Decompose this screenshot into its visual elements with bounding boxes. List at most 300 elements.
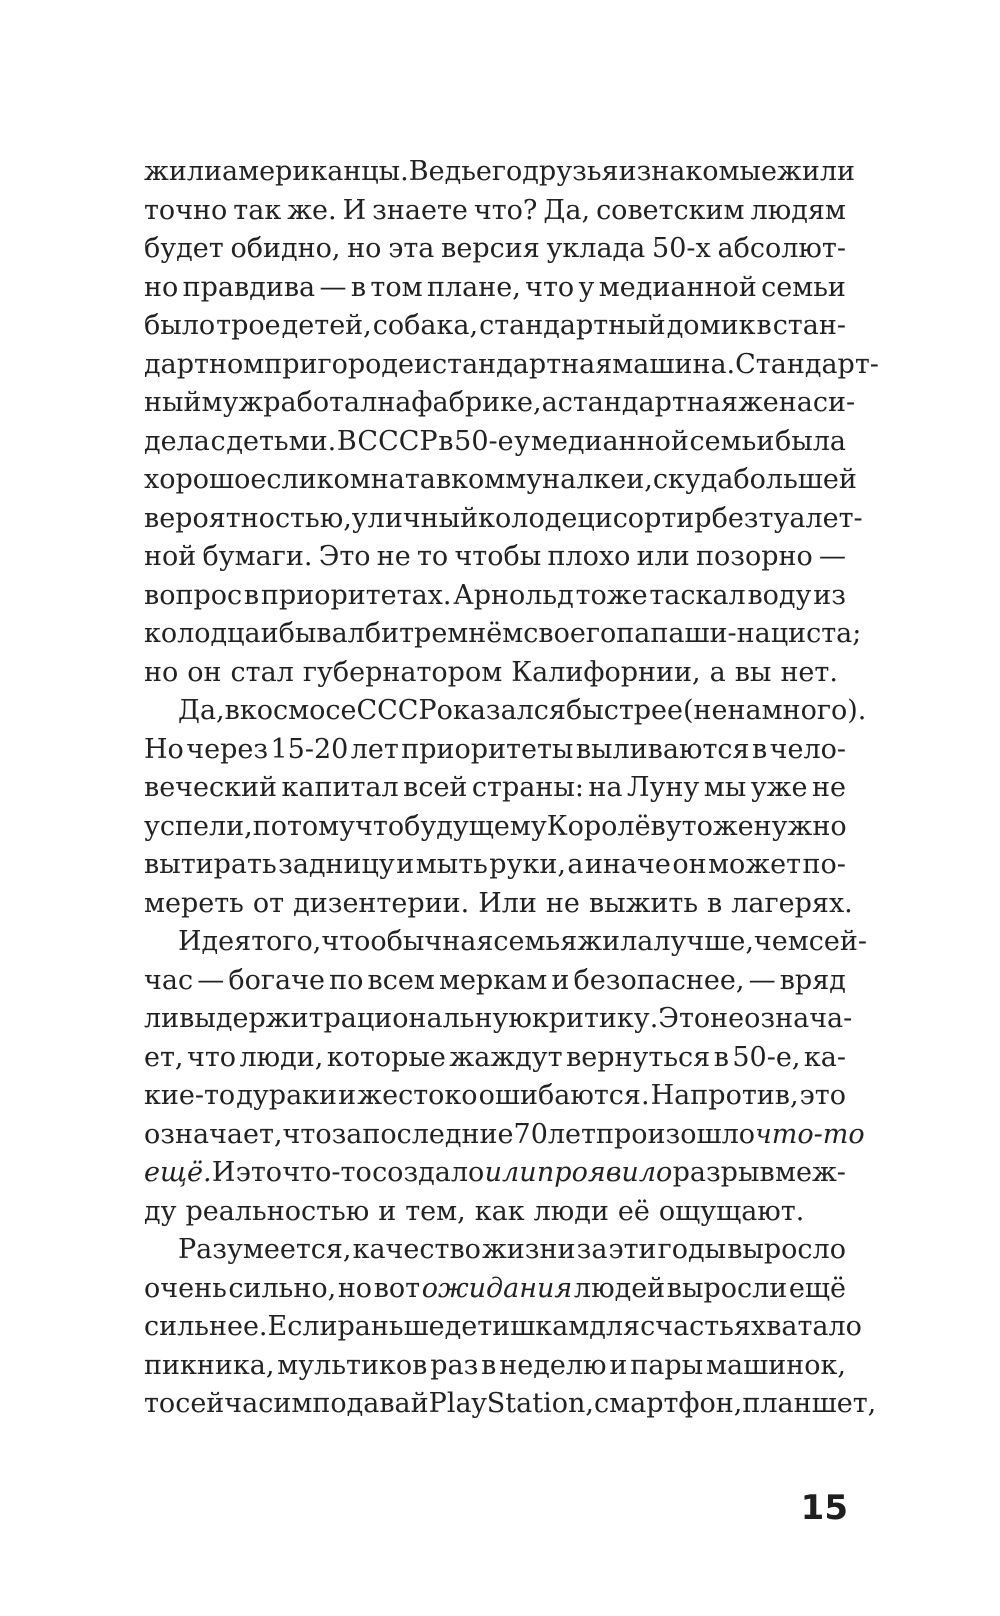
body-text	[144, 153, 879, 1424]
word: детьми.	[226, 425, 337, 457]
word: в	[756, 310, 772, 341]
text-line	[144, 577, 846, 616]
word: но	[144, 271, 179, 303]
text-line	[144, 654, 846, 693]
word: будущему	[404, 810, 547, 842]
word: меркам	[438, 964, 548, 996]
word: ду	[144, 1195, 177, 1227]
word: что-то	[754, 1118, 865, 1150]
word: так	[233, 194, 282, 226]
word: комната	[316, 464, 436, 495]
word: веческий	[144, 772, 277, 803]
text-line	[144, 1193, 846, 1232]
word: подавай	[312, 1388, 429, 1419]
word: точно	[144, 194, 228, 226]
word: что	[282, 1118, 332, 1150]
word: всем	[367, 964, 435, 996]
word: сильно,	[228, 1272, 337, 1304]
word: выжить	[588, 887, 699, 919]
word: 50-х	[652, 233, 711, 264]
word: неделю	[499, 1349, 607, 1381]
text-line	[144, 153, 855, 192]
word: бывал	[278, 618, 365, 649]
text-line	[144, 1347, 846, 1386]
word: плохо	[547, 541, 631, 572]
word: им	[273, 1388, 313, 1419]
word: в	[481, 1349, 497, 1381]
word: ли	[144, 1003, 180, 1034]
word: семья	[493, 926, 578, 957]
word: машинок,	[706, 1349, 846, 1381]
word: что?	[473, 194, 538, 226]
word: и,	[626, 464, 653, 495]
word: Если	[267, 1311, 338, 1342]
word: —	[197, 964, 225, 996]
word: лет	[350, 733, 399, 765]
word: на	[377, 387, 412, 418]
word: а	[709, 656, 726, 688]
word: через	[186, 733, 269, 765]
word: что	[525, 271, 575, 303]
word: и	[618, 156, 637, 187]
word: Луну	[627, 772, 700, 803]
text-line	[144, 192, 846, 231]
word: стандартная	[432, 348, 613, 380]
word: таскал	[649, 579, 746, 611]
word: что	[321, 926, 371, 957]
word: Это	[658, 1003, 711, 1034]
word: люди,	[239, 1041, 324, 1073]
text-line	[144, 538, 846, 577]
word: оказался	[436, 695, 566, 726]
word: для	[589, 1311, 641, 1342]
word: сейчас	[175, 1388, 274, 1419]
word: детей,	[281, 310, 372, 341]
word: ремнём	[414, 618, 524, 649]
word: версия	[441, 233, 540, 264]
word: трое	[216, 310, 281, 341]
word: знаете	[372, 194, 468, 226]
word: которые	[326, 1041, 446, 1073]
word: того,	[251, 926, 322, 957]
word: капитал	[281, 772, 399, 803]
word: СССР	[356, 695, 437, 726]
word: в	[438, 425, 454, 457]
text-line	[144, 500, 863, 539]
word: пригороде	[264, 348, 415, 380]
word: жестоко	[357, 1080, 478, 1111]
word: вряд	[779, 964, 846, 996]
word: потому	[252, 810, 356, 842]
word: и	[594, 502, 613, 534]
word: разрыв	[672, 1157, 775, 1188]
word: тем,	[405, 1195, 466, 1227]
word: и	[260, 618, 279, 649]
word: Или	[478, 887, 537, 919]
word: друзья	[522, 156, 619, 187]
word: от	[252, 887, 285, 919]
word: он	[672, 849, 707, 880]
word: нужно	[753, 810, 847, 842]
text-line	[144, 461, 857, 500]
word: успели,	[144, 810, 253, 842]
word: 50-е,	[732, 1041, 801, 1073]
text-line	[144, 615, 862, 654]
word: своего	[523, 618, 617, 649]
word: —	[819, 541, 846, 572]
word: вопрос	[144, 579, 243, 611]
word: жили	[144, 156, 222, 187]
word: вернуться	[566, 1041, 711, 1073]
word: обычная	[370, 926, 494, 957]
word: семьи	[689, 425, 775, 457]
word: или	[484, 1157, 537, 1188]
word: её	[617, 1195, 650, 1227]
word: мереть	[144, 887, 244, 919]
word: означает,	[144, 1118, 283, 1150]
word: И	[342, 194, 367, 226]
word: без	[711, 502, 759, 534]
word: машина.	[612, 348, 736, 380]
word: ный	[144, 387, 202, 418]
word: колодца	[144, 618, 261, 649]
text-line	[144, 269, 846, 308]
word: Это	[318, 541, 371, 572]
text-line	[144, 346, 879, 385]
word: задницу	[278, 849, 395, 880]
text-line	[144, 1385, 877, 1424]
word: тоже	[575, 579, 648, 611]
word: 50-е	[454, 425, 514, 457]
word: уличный	[351, 502, 479, 534]
word: дела	[144, 425, 210, 457]
word: но	[337, 1272, 373, 1304]
word: коммуналке	[451, 464, 627, 495]
word: и	[338, 1080, 357, 1111]
word: Стандарт-	[735, 348, 879, 380]
word: жизни	[481, 1234, 576, 1265]
word: что	[186, 1041, 237, 1073]
word: и	[378, 1195, 397, 1227]
word: очень	[144, 1272, 227, 1304]
word: лет	[547, 1118, 596, 1150]
word: обидно,	[230, 233, 341, 264]
word: нет.	[780, 656, 838, 688]
word: мыть	[415, 849, 488, 880]
text-line	[144, 885, 853, 924]
word: реальностью	[185, 1195, 370, 1227]
word: том	[370, 271, 423, 303]
word: раз	[430, 1349, 479, 1381]
word: семьи	[761, 271, 846, 303]
word: позорно	[695, 541, 813, 572]
word: означа-	[744, 1003, 853, 1034]
word: 70	[513, 1118, 548, 1150]
word: СССР	[357, 425, 438, 457]
word: плане,	[426, 271, 521, 303]
word: PlayStation,	[428, 1388, 594, 1419]
word: хорошо	[144, 464, 251, 495]
word: час	[144, 964, 194, 996]
word: ка-	[803, 1041, 846, 1073]
word: выдержит	[179, 1003, 324, 1034]
word: сей-	[808, 926, 867, 957]
word: чем	[753, 926, 809, 957]
word: и	[609, 1349, 628, 1381]
word: годы	[657, 1234, 727, 1265]
word: Разумеется,	[178, 1234, 352, 1265]
word: туалет-	[758, 502, 863, 534]
word: эти	[608, 1234, 657, 1265]
word: сильнее.	[144, 1311, 268, 1342]
word: ещё	[788, 1272, 846, 1304]
word: в	[224, 695, 240, 726]
text-line	[144, 692, 867, 731]
word: уклада	[546, 233, 646, 264]
word: если	[250, 464, 317, 495]
word: руки,	[489, 849, 566, 880]
text-line	[144, 1270, 846, 1309]
word: последние	[362, 1118, 514, 1150]
word: что-то	[282, 1157, 372, 1188]
text-line	[144, 384, 856, 423]
word: стандартный	[479, 310, 666, 341]
word: как	[474, 1195, 525, 1227]
word: а	[567, 849, 584, 880]
word: лагерях.	[731, 887, 853, 919]
word: с	[652, 464, 668, 495]
text-line	[144, 1000, 853, 1039]
word: космосе	[239, 695, 357, 726]
word: с	[210, 425, 226, 457]
word: но	[347, 233, 382, 264]
word: жили	[776, 156, 855, 187]
word: Ведь	[408, 156, 476, 187]
word: приоритетах.	[260, 579, 452, 611]
word: не	[545, 887, 580, 919]
word: Королёву	[546, 810, 682, 842]
word: или	[636, 541, 690, 572]
word: детишкам	[444, 1311, 590, 1342]
word: (ненамного).	[683, 695, 867, 726]
word: страны:	[471, 772, 584, 803]
word: собака,	[372, 310, 479, 341]
word: абсолют-	[717, 233, 846, 264]
word: планшет,	[742, 1388, 877, 1419]
word: вероятностью,	[144, 502, 352, 534]
word: по	[329, 964, 364, 996]
word: что	[355, 810, 405, 842]
word: Да,	[543, 194, 591, 226]
word: не	[710, 1003, 745, 1034]
word: приоритеты	[401, 733, 574, 765]
text-line	[144, 1077, 846, 1116]
word: В	[336, 425, 357, 457]
text-line	[144, 1231, 846, 1270]
word: папаши-нациста;	[616, 618, 862, 649]
text-line	[144, 1154, 846, 1193]
word: то	[417, 541, 449, 572]
word: медианной	[598, 271, 757, 303]
word: пикника,	[144, 1349, 275, 1381]
word: в	[243, 579, 260, 611]
word: чтобы	[454, 541, 542, 572]
text-line	[144, 230, 846, 269]
word: за	[576, 1234, 608, 1265]
word: не	[811, 772, 846, 803]
word: богаче	[228, 964, 325, 996]
word: пары	[630, 1349, 704, 1381]
word: 15-20	[270, 733, 349, 765]
word: людям	[750, 194, 846, 226]
word: он	[187, 656, 222, 688]
word: ощущают.	[658, 1195, 805, 1227]
word: бит	[364, 618, 415, 649]
word: фабрике,	[411, 387, 542, 418]
text-line	[144, 1116, 865, 1155]
word: куда	[667, 464, 734, 495]
word: будет	[144, 233, 224, 264]
word: это	[799, 1080, 846, 1111]
word: в	[713, 1041, 729, 1073]
word: но	[144, 656, 179, 688]
word: дизентерии.	[293, 887, 470, 919]
word: жаждут	[449, 1041, 563, 1073]
word: в	[350, 271, 367, 303]
word: сортир	[612, 502, 712, 534]
text-line	[144, 1039, 846, 1078]
word: си-	[812, 387, 856, 418]
text-line	[144, 307, 846, 346]
word: критику.	[531, 1003, 659, 1034]
word: жена	[737, 387, 813, 418]
word: Арнольд	[453, 579, 574, 611]
word: выливаются	[575, 733, 750, 765]
word: всей	[403, 772, 468, 803]
word: лучше,	[653, 926, 754, 957]
word: меж-	[774, 1157, 846, 1188]
word: ожидания	[421, 1272, 573, 1304]
word: Идея	[178, 926, 252, 957]
word: в	[435, 464, 452, 495]
word: кие-то	[144, 1080, 236, 1111]
word: И	[211, 1157, 236, 1188]
word: Калифорнии,	[511, 656, 701, 688]
word: вот	[373, 1272, 421, 1304]
word: люди	[533, 1195, 609, 1227]
word: выросло	[727, 1234, 846, 1265]
word: безопаснее,	[573, 964, 745, 996]
word: уже	[750, 772, 808, 803]
word: рациональную	[323, 1003, 532, 1034]
word: и	[396, 849, 415, 880]
text-line	[144, 423, 846, 462]
word: жила	[577, 926, 654, 957]
word: счастья	[640, 1311, 751, 1342]
text-line	[144, 731, 846, 770]
text-line	[144, 808, 846, 847]
page-number: 15	[800, 1488, 848, 1528]
text-line	[144, 769, 846, 808]
word: то	[144, 1388, 176, 1419]
text-line	[144, 1308, 862, 1347]
word: это	[235, 1157, 283, 1188]
word: советским	[596, 194, 745, 226]
word: в	[751, 733, 768, 765]
word: у	[578, 271, 595, 303]
word: эта	[388, 233, 435, 264]
word: по-	[802, 849, 846, 880]
word: дартном	[144, 348, 265, 380]
word: было	[144, 310, 216, 341]
word: была	[775, 425, 846, 457]
word: домик	[666, 310, 756, 341]
word: проявило	[536, 1157, 673, 1188]
word: вытирать	[144, 849, 277, 880]
word: создало	[372, 1157, 485, 1188]
word: и	[551, 964, 570, 996]
word: а	[541, 387, 558, 418]
word: его	[475, 156, 523, 187]
word: ет,	[144, 1041, 184, 1073]
word: знакомые	[636, 156, 777, 187]
word: губернатором	[302, 656, 503, 688]
word: не	[376, 541, 411, 572]
word: же.	[287, 194, 337, 226]
word: может	[708, 849, 802, 880]
word: стал	[230, 656, 294, 688]
word: стандартная	[557, 387, 738, 418]
text-line	[144, 846, 846, 885]
word: людей	[573, 1272, 666, 1304]
word: в	[707, 887, 723, 919]
word: правдива	[182, 271, 316, 303]
word: Напротив,	[650, 1080, 799, 1111]
word: —	[748, 964, 776, 996]
word: —	[319, 271, 347, 303]
word: хватало	[750, 1311, 862, 1342]
word: ошибаются.	[478, 1080, 650, 1111]
word: качество	[352, 1234, 481, 1265]
word: и	[414, 348, 433, 380]
word: у	[514, 425, 531, 457]
word: бумаги.	[202, 541, 313, 572]
word: из	[813, 579, 846, 611]
word: чело-	[769, 733, 846, 765]
word: стан-	[772, 310, 846, 341]
word: за	[331, 1118, 363, 1150]
word: Но	[144, 733, 184, 765]
word: мультиков	[277, 1349, 428, 1381]
word: смартфон,	[593, 1388, 743, 1419]
word: воду	[747, 579, 812, 611]
text-line	[144, 923, 867, 962]
word: Да,	[178, 695, 225, 726]
word: работал	[263, 387, 378, 418]
word: большей	[733, 464, 857, 495]
word: вы	[734, 656, 772, 688]
word: колодец	[478, 502, 595, 534]
word: раньше	[337, 1311, 445, 1342]
word: произошло	[595, 1118, 755, 1150]
text-line	[144, 962, 846, 1001]
word: ной	[144, 541, 197, 572]
word: ещё.	[144, 1157, 212, 1188]
word: мы	[703, 772, 747, 803]
word: медианной	[530, 425, 689, 457]
word: американцы.	[221, 156, 409, 187]
word: быстрее	[565, 695, 684, 726]
